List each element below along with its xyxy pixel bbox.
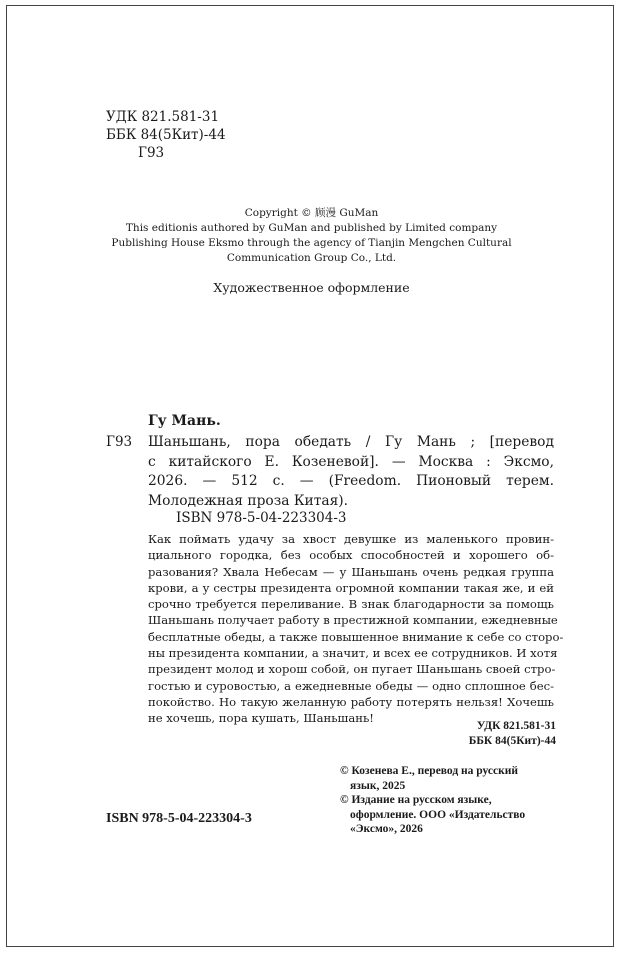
annotation-line: Как поймать удачу за хвост девушке из маленького провин- xyxy=(148,532,554,546)
udk-code: УДК 821.581-31 xyxy=(106,109,220,125)
rights-block xyxy=(340,764,570,837)
rights-line: «Эксмо», 2026 xyxy=(350,823,423,835)
annotation-line: ны президента компании, а значит, и всех ее сотрудников. И хотя xyxy=(148,646,558,661)
copyright-line: Publishing House Eksmo through the agency of Tianjin Mengchen Cultural xyxy=(111,237,512,249)
bbk-code: ББК 84(5Кит)-44 xyxy=(106,127,226,143)
annotation-line: разования? Хвала Небесам — у Шаньшань очень редкая группа xyxy=(148,564,554,579)
classification-block xyxy=(106,108,226,162)
footer-udk: УДК 821.581-31 xyxy=(476,720,556,732)
annotation-text xyxy=(148,531,564,727)
biblio-line: Молодежная проза Китая). xyxy=(148,492,349,509)
annotation-line: крови, а у сестры президента огромной компании такая же, и ей xyxy=(148,580,554,595)
annotation-line: циального городка, без особых способностей и хорошего об- xyxy=(148,548,554,563)
copyright-line: Copyright © 顾漫 GuMan xyxy=(244,207,379,219)
footer-isbn: ISBN 978-5-04-223304-3 xyxy=(106,811,252,826)
biblio-line: с китайского Е. Козеневой]. — Москва : Эксмо, xyxy=(148,453,554,470)
annotation-line: президент молод и хорош собой, он пугает Шаньшань своей стро- xyxy=(148,662,556,677)
annotation-line: Шаньшань получает работу в престижной компании, ежедневные xyxy=(148,613,558,628)
rights-line: © Издание на русском языке, xyxy=(340,794,492,806)
annotation-line: срочно требуется переливание. В знак благодарности за помощь xyxy=(148,597,554,612)
design-credit: Художественное оформление xyxy=(213,280,410,295)
author-mark: Г93 xyxy=(138,145,165,161)
footer-classification xyxy=(469,719,556,749)
bibliographic-description xyxy=(148,433,554,511)
annotation-line: не хочешь, пора кушать, Шаньшань! xyxy=(148,711,374,726)
isbn-text: ISBN 978-5-04-223304-3 xyxy=(176,510,347,526)
biblio-line: Шаньшань, пора обедать / Гу Мань ; [перевод xyxy=(148,434,554,450)
copyright-block xyxy=(0,206,623,266)
rights-line: оформление. ООО «Издательство xyxy=(350,808,526,821)
copyright-line: Communication Group Co., Ltd. xyxy=(226,252,397,264)
author-mark-left: Г93 xyxy=(106,434,133,450)
copyright-line: This editionis authored by GuMan and published by Limited company xyxy=(125,222,498,234)
biblio-line: 2026. — 512 с. — (Freedom. Пионовый терем. xyxy=(148,473,554,489)
annotation-line: покойство. Но такую желанную работу потерять нельзя! Хочешь xyxy=(148,694,554,709)
footer-bbk: ББК 84(5Кит)-44 xyxy=(468,735,556,747)
book-author: Гу Мань. xyxy=(148,413,221,429)
rights-line: язык, 2025 xyxy=(350,779,406,792)
annotation-line: бесплатные обеды, а также повышенное внимание к себе со сторо- xyxy=(148,629,564,644)
rights-line: © Козенева Е., перевод на русский xyxy=(340,765,519,777)
annotation-line: гостью и суровостью, а ежедневные обеды — одно сплошное бес- xyxy=(148,678,554,693)
